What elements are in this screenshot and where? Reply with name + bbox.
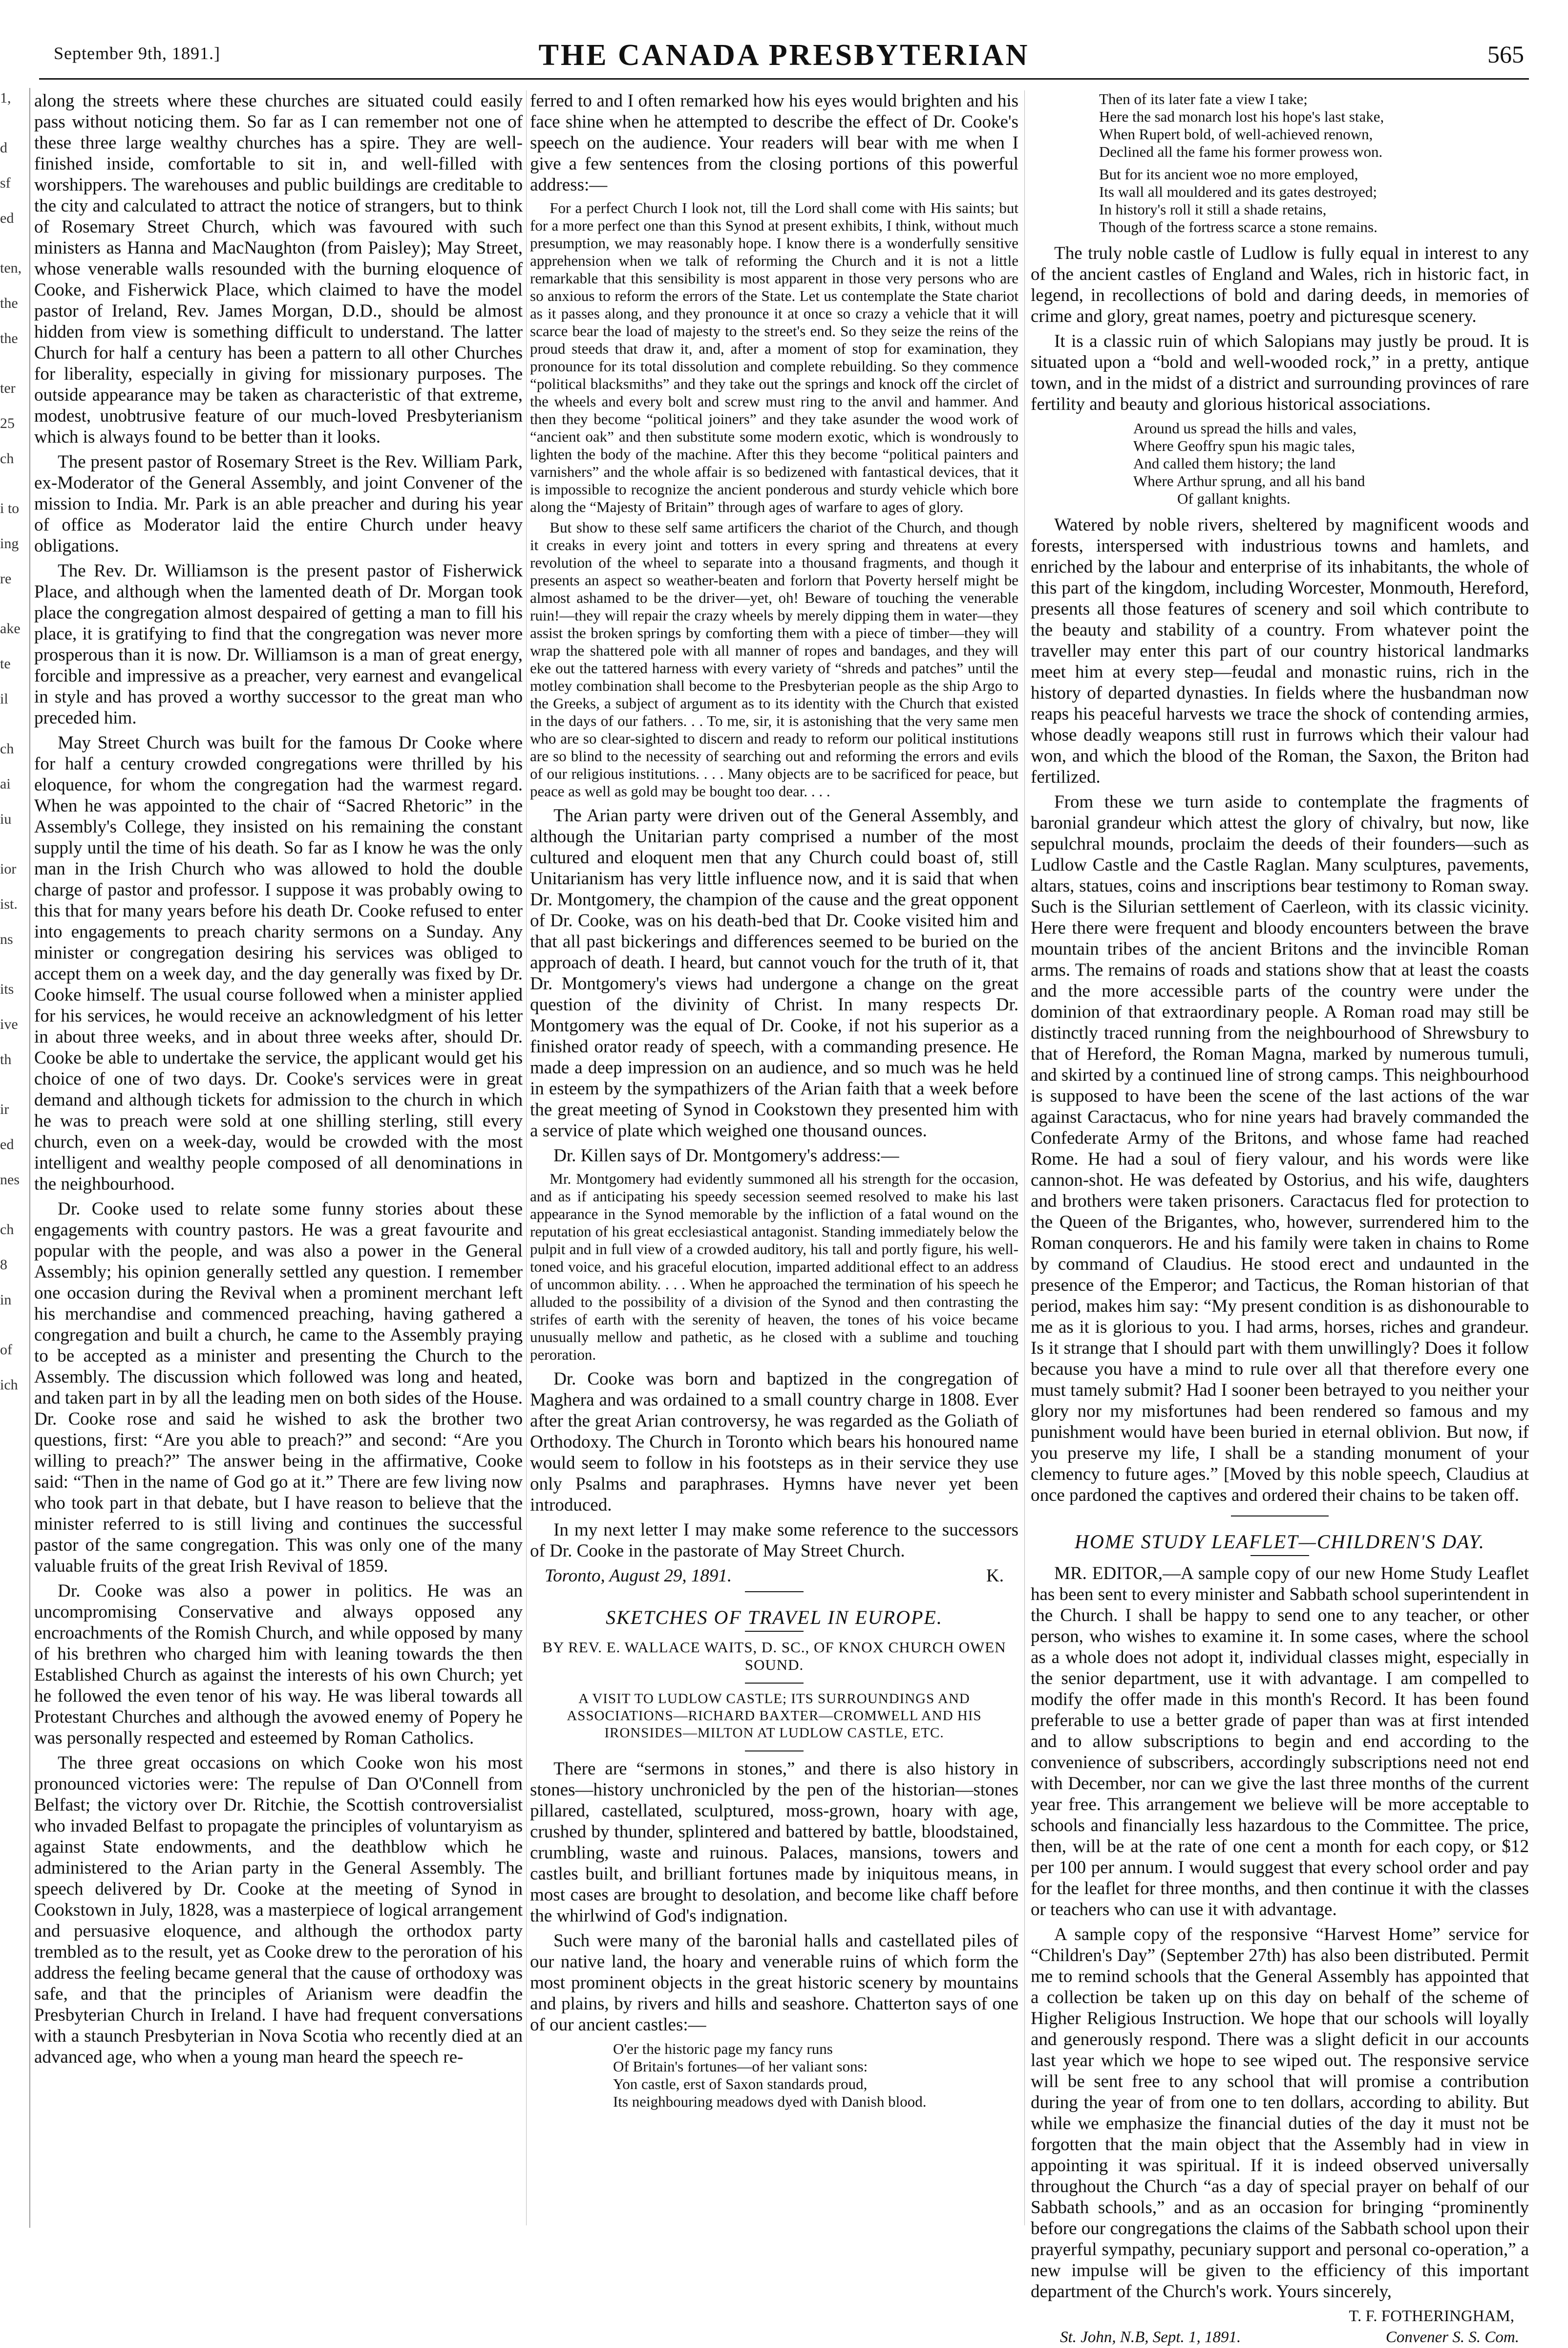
margin-fragment: of <box>0 1342 12 1358</box>
letter-signer: T. F. FOTHERINGHAM, <box>1349 2307 1514 2325</box>
margin-fragment: il <box>0 691 8 707</box>
poem-line: Where Arthur sprung, and all his band <box>1133 472 1365 490</box>
poem-line: When Rupert bold, of well-achieved renown, <box>1099 126 1373 143</box>
section-rule <box>745 1591 804 1592</box>
margin-fragment: its <box>0 981 14 997</box>
margin-fragment: te <box>0 656 11 672</box>
margin-fragment: ing <box>0 535 19 552</box>
poem-line: O'er the historic page my fancy runs <box>613 2040 833 2057</box>
paragraph: The Rev. Dr. Williamson is the present pastor of Fisherwick Place, and although when the lamented death of Dr. Morgan took place the congregation almost despaired of getting a man to fill his place, it is gratifying to find that the congregation was never more prosperous than it is now. Dr. Williamson is a man of great energy, forcible and impressive as a preacher, very earnest and evangelical in style and has proved a worthy successor to the great man who preceded him. <box>34 561 523 728</box>
margin-fragment: ake <box>0 620 21 637</box>
signoff-place: Toronto, August 29, 1891. <box>545 1566 732 1586</box>
article-title: HOME STUDY LEAFLET—CHILDREN'S DAY. <box>1075 1531 1485 1553</box>
margin-fragment: 8 <box>0 1257 7 1273</box>
margin-fragment: ns <box>0 931 13 947</box>
paragraph: A sample copy of the responsive “Harvest Home” service for “Children's Day” (September 27th) has also been distributed. Permit me to remind schools that the General Assembly has appointed that a collection be taken up on this day on behalf of the scheme of Higher Religious Instruction. We hope that our schools will loyally and generously respond. There was a slight deficit in our accounts last year which we hope to see wiped out. The responsive service will be sent free to any school that will promise a contribution during the year of from one to ten dollars, according to ability. But while we emphasize the financial duties of the day it must not be forgotten that the main object that the Assembly had in view in appointing it was spiritual. If it is indeed observed universally throughout the Church “as a day of special prayer on behalf of our Sabbath schools,” and as an occasion for bringing “prominently before our congregations the claims of the Sabbath school upon their prayerful sympathy, pecuniary support and personal co-operation,” a new impulse will be given to the efficiency of this important department of the Church's work. Yours sincerely, <box>1031 1924 1529 2302</box>
letter-signoff <box>1031 2327 1519 2348</box>
margin-fragment: in <box>0 1292 12 1308</box>
paragraph: The three great occasions on which Cooke won his most pronounced victories were: The repulse of Dan O'Connell from Belfast; the victory over Dr. Ritchie, the Scottish controversialist who invaded Belfast to propagate the principles of voluntaryism as against State endowments, and the deathblow which he administered to the Arian party in the General Assembly. The speech delivered by Dr. Cooke at the meeting of Synod in Cookstown in July, 1828, was a masterpiece of logical arrangement and persuasive eloquence, and although the orthodox party trembled as to the result, yet as Cooke drew to the peroration of his address the feeling became general that the cause of orthodoxy was safe, and that the principles of Arianism were deadfin the Presbyterian Church in Ireland. I have had frequent conversations with a staunch Presbyterian in Nova Scotia who recently died at an advanced age, who when a young man heard the speech re- <box>34 1753 523 2067</box>
poem-line: Here the sad monarch lost his hope's last stake, <box>1099 108 1384 125</box>
paragraph: along the streets where these churches are situated could easily pass without noticing them. So far as I can remember not one of these three large wealthy churches has a spire. They are well-finished inside, comfortable to sit in, and well-filled with worshippers. The warehouses and public buildings are creditable to the city and calculated to attract the notice of strangers, but to think of Rosemary Street Church, which was favoured with such ministers as Hanna and MacNaughton (from Paisley); May Street, whose venerable walls resounded with the burning eloquence of Cooke, and Fisherwick Place, which claimed to have the model pastor of Ireland, Rev. James Morgan, D.D., should be almost hidden from view is something difficult to understand. The latter Church for half a century has been a pattern to all other Churches for liberality, especially in giving for missionary purposes. The outside appearance may be taken as characteristic of that extreme, modest, unobtrusive feature of our much-loved Presbyterianism which is always found to be better than it looks. <box>34 91 523 447</box>
signoff-role: Convener S. S. Com. <box>1385 2328 1519 2346</box>
paragraph: Watered by noble rivers, sheltered by magnificent woods and forests, interspersed with industrious towns and hamlets, and enriched by the labour and enterprise of its inhabitants, the whole of this part of the kingdom, including Worcester, Monmouth, Hereford, presents all those features of scenery and soil which contribute to the beauty and stability of a country. From whatever point the traveller may enter this part of our country historical landmarks meet him at every step—feudal and monastic ruins, rich in the history of departed dynasties. In fields where the husbandman now reaps his peaceful harvests we trace the shock of contending armies, whose deadly weapons still rust in furrows which their valour had won, and which the blood of the Roman, the Saxon, the Briton had fertilized. <box>1031 515 1529 787</box>
poem <box>1031 90 1529 236</box>
article-subhead: A VISIT TO LUDLOW CASTLE; ITS SURROUNDINGS AND ASSOCIATIONS—RICHARD BAXTER—CROMWELL AND HIS IRONSIDES—MILTON AT LUDLOW CASTLE, ETC. <box>567 1691 982 1741</box>
poem <box>530 2040 1018 2111</box>
margin-fragment: ir <box>0 1101 9 1117</box>
paragraph: The truly noble castle of Ludlow is fully equal in interest to any of the ancient castles of England and Wales, rich in historic fact, in legend, in recollections of bold and daring deeds, in memories of crime and glory, great names, poetry and picturesque scenery. <box>1031 243 1529 326</box>
column-2 <box>530 90 1018 2225</box>
poem-line: But for its ancient woe no more employed, <box>1099 166 1358 183</box>
poem-line: Though of the fortress scarce a stone remains. <box>1099 218 1377 235</box>
signoff-initial: K. <box>986 1566 1004 1586</box>
margin-fragment: ten, <box>0 260 22 276</box>
quote-paragraph: But show to these self same artificers the chariot of the Church, and though it creaks in every joint and totters in every spring and threatens at every revolution of the wheel to separate into a thousand fragments, and though it presents an aspect so weather-beaten and forlorn that Poverty herself might be almost ashamed to be the driver—yet, oh! Beware of touching the venerable ruin!—they will repair the crazy wheels by merely dipping them in water—they assist the broken springs by comforting them with a piece of timber—they will wrap the shattered pole with all manner of ropes and bandages, and they will eke out the tattered harness with every variety of “shreds and patches” until the motley combination shall become to the Presbyterian people as the ship Argo to the Greeks, a subject of argument as to its identity with the Church that existed in the days of our fathers. . . To me, sir, it is astonishing that the very same men who are so clear-sighted to discern and ready to reform our political institutions are so blind to the necessity of searching out and reforming the errors and evils of our religious institutions. . . . Many objects are to be sacrificed for peace, but peace as well as gold may be bought too dear. . . . <box>530 519 1018 800</box>
poem-line: Of Britain's fortunes—of her valiant sons: <box>613 2058 868 2075</box>
margin-fragment: nes <box>0 1172 20 1188</box>
margin-fragment: re <box>0 571 12 587</box>
poem-line: Its wall all mouldered and its gates destroyed; <box>1099 183 1377 200</box>
letter-signoff <box>530 1565 1018 1586</box>
signoff-place: St. John, N.B, Sept. 1, 1891. <box>1060 2328 1241 2346</box>
margin-fragment: iu <box>0 811 12 827</box>
paragraph: There are “sermons in stones,” and there is also history in stones—history unchronicled by the pen of the historian—stones pillared, castellated, sculptured, moss-grown, hoary with age, crushed by thunder, splintered and battered by battle, bloodstained, crumbling, waste and ruinous. Palaces, mansions, towers and castles built, and brilliant fortunes made by iniquitous means, in most cases are brought to desolation, and become like chaff before the whirlwind of God's indignation. <box>530 1759 1018 1926</box>
margin-fragment: th <box>0 1051 12 1067</box>
paragraph: The Arian party were driven out of the General Assembly, and although the Unitarian party comprised a number of the most cultured and eloquent men that any Church could boast of, still Unitarianism has very little influence now, and it is said that when Dr. Montgomery, the champion of the cause and the great opponent of Dr. Cooke, was on his death-bed that Dr. Cooke visited him and that all past bickerings and differences seemed to be buried on the approach of death. I heard, but cannot vouch for the truth of it, that Dr. Montgomery's views had undergone a change on the great question of the divinity of Christ. In many respects Dr. Montgomery was the equal of Dr. Cooke, if not his superior as a finished orator ready of speech, with a commanding presence. He made a deep impression on an audience, and so much was he held in esteem by the sympathizers of the Arian faith that a week before the great meeting of Synod in Cookstown they presented him with a service of plate which weighed one thousand ounces. <box>530 806 1018 1141</box>
block-quote <box>530 1170 1018 1364</box>
margin-fragment: the <box>0 330 18 346</box>
paragraph: Dr. Cooke used to relate some funny stories about these engagements with country pastors. He was a great favourite and popular with the people, and was also a power in the General Assembly; his opinion generally settled any question. I remember one occasion during the Revival when a prominent merchant left his merchandise and commenced preaching, having gathered a congregation and built a church, he came to the Assembly praying to be accepted as a minister and presenting the Church to the Assembly. The discussion which followed was long and heated, and taken part in by all the leading men on both sides of the House. Dr. Cooke rose and said he wished to ask the brother two questions, first: “Are you able to preach?” and second: “Are you willing to preach?” The answer being in the affirmative, Cooke said: “Then in the name of God go at it.” There are few living now who took part in that debate, but I have reason to believe that the minister referred to is still living and continues the successful pastor of the same congregation. This was only one of the many valuable fruits of the great Irish Revival of 1859. <box>34 1199 523 1576</box>
margin-fragment: d <box>0 140 7 156</box>
margin-fragment: ist. <box>0 896 18 912</box>
header-rule <box>39 78 1529 80</box>
paragraph: MR. EDITOR,—A sample copy of our new Home Study Leaflet has been sent to every minister and Sabbath school superintendent in the Church. I shall be happy to send one to any teacher, or other person, who wishes to examine it. In some cases, where the school as a whole does not adopt it, individual classes might, especially in the senior department, use it with advantage. I am compelled to modify the offer made in this month's Record. It has been found preferable to use a better grade of paper than was at first intended and to allow subscriptions to begin and end according to the convenience of subscribers, accordingly subscriptions need not end with December, nor can we give the last three months of the current year free. This arrangement we believe will be more acceptable to schools and financially less hazardous to the Committee. The price, then, will be at the rate of one cent a month for each copy, or $12 per 100 per annum. I would suggest that every school order and pay for the leaflet for three months, and then continue it with the classes or teachers who can use it with advantage. <box>1031 1563 1529 1920</box>
poem-line: Declined all the fame his former prowess won. <box>1099 143 1383 160</box>
paragraph: Dr. Cooke was born and baptized in the congregation of Maghera and was ordained to a small country charge in 1808. Ever after the great Arian controversy, he was regarded as the Goliath of Orthodoxy. The Church in Toronto which bears his honoured name would seem to follow in his footsteps as in their service they use only Psalms and paraphrases. Hymns have never yet been introduced. <box>530 1369 1018 1515</box>
section-rule <box>745 1683 804 1684</box>
margin-fragment: ai <box>0 776 11 792</box>
paragraph: It is a classic ruin of which Salopians may justly be proud. It is situated upon a “bold and well-wooded rock,” in a pretty, antique town, and in the midst of a district and surrounding provinces of rare fertility and beauty and glorious historical associations. <box>1031 331 1529 414</box>
page-header <box>0 0 1568 73</box>
paragraph: Dr. Cooke was also a power in politics. He was an uncompromising Conservative and always opposed any encroachments of the Romish Church, and while opposed by many of his brethren who charged him with leaning towards the then Established Church as against the interests of his own Church; yet he followed the even tenor of his way. He was liberal towards all Protestant Churches and although the avowed enemy of Popery he was personally respected and esteemed by Roman Catholics. <box>34 1581 523 1748</box>
paragraph: In my next letter I may make some reference to the successors of Dr. Cooke in the pastorate of May Street Church. <box>530 1520 1018 1561</box>
column-1 <box>34 90 523 2225</box>
newspaper-title: THE CANADA PRESBYTERIAN <box>538 39 1030 72</box>
poem-line: Around us spread the hills and vales, <box>1133 420 1357 437</box>
margin-fragment: 25 <box>0 415 15 431</box>
poem-line: Of gallant knights. <box>1177 490 1291 507</box>
paragraph: Such were many of the baronial halls and castellated piles of our native land, the hoary and venerable ruins of which form the most prominent objects in the great historic scenery by mountains and plains, by rivers and hills and seashore. Chatterton says of one of our ancient castles:— <box>530 1931 1018 2035</box>
issue-date: September 9th, 1891.] <box>54 43 220 63</box>
margin-fragment: ed <box>0 1136 14 1153</box>
column-3 <box>1031 90 1529 2346</box>
poem-line: Where Geoffry spun his magic tales, <box>1133 437 1355 454</box>
section-rule <box>745 1631 804 1632</box>
page-number: 565 <box>1487 41 1524 68</box>
margin-fragment: the <box>0 295 18 311</box>
paragraph: ferred to and I often remarked how his eyes would brighten and his face shine when he attempted to describe the effect of Dr. Cooke's speech on the audience. Your readers will bear with me when I give a few sentences from the closing portions of this powerful address:— <box>530 91 1018 195</box>
quote-paragraph: Mr. Montgomery had evidently summoned all his strength for the occasion, and as if anticipating his speedy secession seemed resolved to make his last appearance in the Synod memorable by the infliction of a fatal wound on the reputation of his great ecclesiastical antagonist. Standing immediately below the pulpit and in full view of a crowded auditory, his tall and portly figure, his well-toned voice, and his graceful elocution, imparted additional effect to an address of uncommon ability. . . . When he approached the termination of his speech he alluded to the possibility of a division of the Synod and then contrasting the strifes of earth with the serenity of heaven, the tones of his voice became unusually mellow and pathetic, as he closed with a sublime and touching peroration. <box>530 1170 1018 1363</box>
quote-paragraph: For a perfect Church I look not, till the Lord shall come with His saints; but for a more perfect one than this Synod at present exhibits, I think, without much presumption, we may reasonably hope. I know there is a wonderfully sensitive apprehension when we talk of reforming the Church and it is not a little remarkable that this sensibility is most apparent in those very persons who are so anxious to reform the errors of the State. Let us contemplate the State chariot as it passes along, and they pronounce it at once so crazy a vehicle that it will scarce bear the load of majesty to the street's end. So they seize the reins of the proud steeds that draw it, and, after a moment of stop for examination, they pronounce for its total dissolution and complete rebuilding. So they commence “political blacksmiths” and they take out the springs and knock off the circlet of the wheels and every bolt and screw must ring to the anvil and hammer. And then they become “political joiners” and they take asunder the wood work of “ancient oak” and then substitute some modern exotic, which is wondrously to lighten the body of the machine. After this they become “political painters and varnishers” and the whole affair is so bedizened with fantastical devices, that it is impossible to recognize the ancient ponderous and sturdy vehicle which bore along the “Majesty of Britain” through ages of warfare to ages of glory. <box>530 199 1018 515</box>
poem-line: Then of its later fate a view I take; <box>1099 90 1308 107</box>
margin-fragment: ior <box>0 861 17 877</box>
margin-fragments <box>0 88 30 2228</box>
paragraph: Dr. Killen says of Dr. Montgomery's address:— <box>553 1146 899 1166</box>
poem-line: In history's roll it still a shade retains, <box>1099 201 1327 218</box>
margin-fragment: i to <box>0 500 20 516</box>
paragraph: May Street Church was built for the famous Dr Cooke where for half a century crowded congregations were thrilled by his eloquence, for whom the congregation had the warmest regard. When he was appointed to the chair of “Sacred Rhetoric” in the Assembly's College, they insisted on his remaining the constant supply until the time of his death. So far as I know he was the only man in the Irish Church who was allowed to hold the double charge of pastor and professor. I suppose it was probably owing to this that for many years before his death Dr. Cooke refused to enter into engagements to preach charity sermons on a Sunday. Any minister or congregation desiring his services was obliged to accept them on a week day, and the day generally was fixed by Dr. Cooke himself. The usual course followed when a minister applied for his services, he would receive an acknowledgment of his letter in about three weeks, and in about three weeks after, should Dr. Cooke be able to undertake the service, the applicant would get his choice of one of two days. Dr. Cooke's services were in great demand and although tickets for admission to the church in which he was to preach were sold at one shilling sterling, still every church, even on a week-day, would be crowded with the most intelligent and wealthy people composed of all denominations in the neighbourhood. <box>34 733 523 1194</box>
margin-fragment: ich <box>0 1377 18 1393</box>
article-byline: BY REV. E. WALLACE WAITS, D. SC., OF KNOX CHURCH OWEN SOUND. <box>542 1639 1006 1673</box>
column-divider <box>526 90 527 2225</box>
margin-fragment: ch <box>0 741 14 757</box>
section-rule <box>1250 1555 1309 1556</box>
margin-fragment: ch <box>0 1221 14 1238</box>
poem-line: Yon castle, erst of Saxon standards proud, <box>613 2075 868 2092</box>
section-rule <box>745 1750 804 1751</box>
margin-fragment: ch <box>0 450 14 467</box>
paragraph: From these we turn aside to contemplate the fragments of baronial grandeur which attest the glory of chivalry, but now, like sepulchral mounds, proclaim the deeds of their founders—such as Ludlow Castle and the Castle Raglan. Many sculptures, pavements, altars, statues, coins and inscriptions bear testimony to Roman sway. Such is the Silurian settlement of Caerleon, with its classic vicinity. Here there were frequent and bloody encounters between the brave mountain tribes of the ancient Britons and the invincible Roman arms. The remains of roads and stations show that at least the coasts and the more accessible parts of the country were under the dominion of that extraordinary people. A Roman road may still be distinctly traced running from the neighbourhood of Shrewsbury to that of Hereford, the Roman Magna, marked by numerous tumuli, and skirted by a continued line of strong camps. This neighbourhood is supposed to have been the scene of the last actions of the war against Caractacus, who for nine years had bravely commanded the Confederate Army of the Britons, and whose fame had reached Rome. He had a soul of fiery valour, and his words were like cannon-shot. He was defeated by Ostorius, and his wife, daughters and brothers were taken prisoners. Caractacus fled for protection to the Queen of the Brigantes, who, however, surrendered him to the Roman conquerors. He and his family were taken in chains to Rome by command of Claudius. He stood erect and undaunted in the presence of the Emperor; and Tacticus, the Roman historian of that period, makes him say: “My present condition is as dishonourable to me as it is glorious to you. I had arms, horses, riches and grandeur. Is it strange that I should part with them unwillingly? Does it follow because you have a mind to rule over all that therefore every one must tamely submit? Had I sooner been betrayed to you neither your glory nor my misfortunes had been rendered so famous and my punishment would have been buried in eternal oblivion. But now, if you preserve my life, I shall be a standing monument of your clemency to future ages.” [Moved by this noble speech, Claudius at once pardoned the captives and ordered their chains to be taken off. <box>1031 792 1529 1505</box>
margin-fragment: ive <box>0 1016 18 1032</box>
poem <box>1031 420 1529 508</box>
margin-fragment: sf <box>0 175 11 191</box>
margin-fragment: 1, <box>0 90 11 106</box>
block-quote <box>530 199 1018 800</box>
margin-fragment: ter <box>0 380 16 396</box>
article-title: SKETCHES OF TRAVEL IN EUROPE. <box>606 1606 943 1628</box>
paragraph: The present pastor of Rosemary Street is the Rev. William Park, ex-Moderator of the General Assembly, and joint Convener of the mission to India. Mr. Park is an able preacher and during his year of office as Moderator laid the entire Church under heavy obligations. <box>34 452 523 556</box>
column-divider <box>1024 90 1025 2225</box>
poem-line: Its neighbouring meadows dyed with Danish blood. <box>613 2093 927 2110</box>
poem-line: And called them history; the land <box>1133 455 1336 472</box>
margin-fragment: ed <box>0 210 14 226</box>
